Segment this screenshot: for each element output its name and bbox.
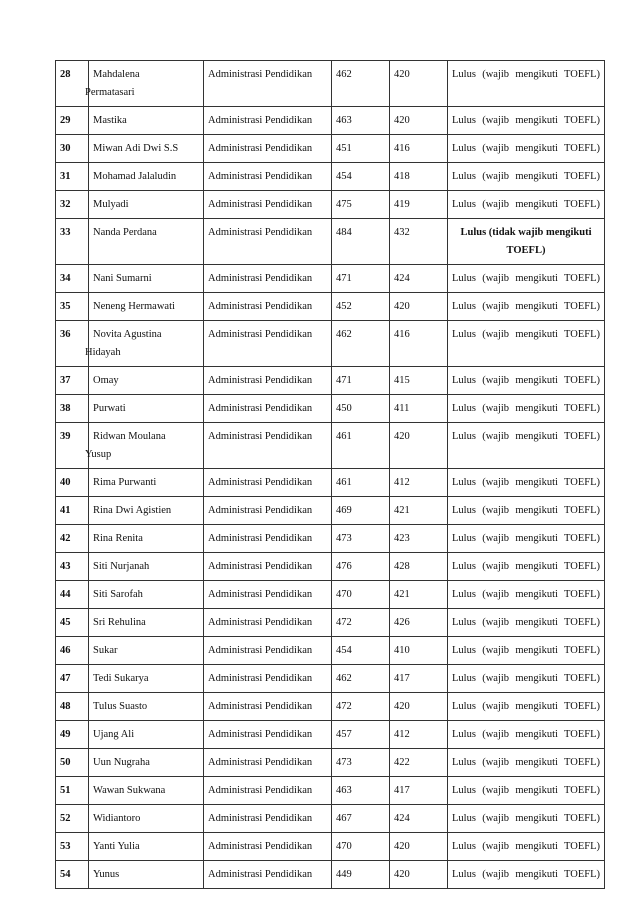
study-program: Administrasi Pendidikan [204, 469, 332, 497]
study-program: Administrasi Pendidikan [204, 861, 332, 889]
table-row [56, 135, 605, 163]
score-1: 472 [332, 693, 390, 721]
status-line1: Lulus (wajib mengikuti TOEFL) [452, 869, 600, 880]
study-program: Administrasi Pendidikan [204, 423, 332, 469]
status-line1: Lulus (wajib mengikuti TOEFL) [452, 273, 600, 284]
study-program: Administrasi Pendidikan [204, 749, 332, 777]
status [448, 219, 605, 265]
student-name-line1: Novita Agustina [93, 329, 162, 340]
study-program: Administrasi Pendidikan [204, 107, 332, 135]
study-program: Administrasi Pendidikan [204, 293, 332, 321]
score-2: 426 [390, 609, 448, 637]
row-number: 42 [56, 525, 89, 553]
score-1: 473 [332, 749, 390, 777]
table-row [56, 293, 605, 321]
score-1: 462 [332, 61, 390, 107]
status-line1: Lulus (wajib mengikuti TOEFL) [452, 589, 600, 600]
row-number: 44 [56, 581, 89, 609]
table-row [56, 367, 605, 395]
status [448, 395, 605, 423]
study-program: Administrasi Pendidikan [204, 721, 332, 749]
status-line2: TOEFL) [506, 245, 546, 256]
row-number: 54 [56, 861, 89, 889]
student-name [89, 367, 204, 395]
status [448, 693, 605, 721]
status [448, 805, 605, 833]
status-line1: Lulus (wajib mengikuti TOEFL) [452, 757, 600, 768]
student-name [89, 553, 204, 581]
table-row [56, 693, 605, 721]
status [448, 833, 605, 861]
score-1: 463 [332, 777, 390, 805]
score-2: 428 [390, 553, 448, 581]
student-name-line1: Omay [93, 375, 119, 386]
student-name-line1: Tulus Suasto [93, 701, 148, 712]
score-1: 463 [332, 107, 390, 135]
study-program: Administrasi Pendidikan [204, 609, 332, 637]
student-name [89, 219, 204, 265]
student-name [89, 135, 204, 163]
status [448, 61, 605, 107]
table-row [56, 805, 605, 833]
status [448, 423, 605, 469]
student-name [89, 861, 204, 889]
score-2: 419 [390, 191, 448, 219]
status-line1: Lulus (wajib mengikuti TOEFL) [452, 301, 600, 312]
student-name-line1: Ridwan Moulana [93, 431, 166, 442]
row-number: 47 [56, 665, 89, 693]
score-1: 462 [332, 665, 390, 693]
score-2: 416 [390, 321, 448, 367]
student-name-line1: Nani Sumarni [93, 273, 152, 284]
student-name-line1: Yanti Yulia [93, 841, 140, 852]
student-name-line1: Mastika [93, 115, 127, 126]
student-name [89, 525, 204, 553]
score-1: 476 [332, 553, 390, 581]
score-2: 420 [390, 107, 448, 135]
student-name-line1: Purwati [93, 403, 126, 414]
study-program: Administrasi Pendidikan [204, 497, 332, 525]
row-number: 46 [56, 637, 89, 665]
score-2: 416 [390, 135, 448, 163]
results-table-body [56, 61, 605, 889]
status-line1: Lulus (wajib mengikuti TOEFL) [452, 431, 600, 442]
results-table [55, 60, 605, 889]
score-1: 470 [332, 833, 390, 861]
table-row [56, 395, 605, 423]
study-program: Administrasi Pendidikan [204, 637, 332, 665]
score-2: 424 [390, 265, 448, 293]
student-name [89, 609, 204, 637]
row-number: 31 [56, 163, 89, 191]
study-program: Administrasi Pendidikan [204, 219, 332, 265]
score-2: 423 [390, 525, 448, 553]
row-number: 32 [56, 191, 89, 219]
table-row [56, 107, 605, 135]
score-2: 420 [390, 861, 448, 889]
student-name-line1: Mahdalena [93, 69, 140, 80]
study-program: Administrasi Pendidikan [204, 191, 332, 219]
student-name [89, 395, 204, 423]
status [448, 163, 605, 191]
row-number: 33 [56, 219, 89, 265]
table-row [56, 469, 605, 497]
student-name [89, 497, 204, 525]
row-number: 36 [56, 321, 89, 367]
student-name-line1: Miwan Adi Dwi S.S [93, 143, 179, 154]
score-2: 420 [390, 423, 448, 469]
table-row [56, 581, 605, 609]
status-line1: Lulus (wajib mengikuti TOEFL) [452, 813, 600, 824]
row-number: 40 [56, 469, 89, 497]
status-line1: Lulus (wajib mengikuti TOEFL) [452, 533, 600, 544]
score-2: 417 [390, 777, 448, 805]
score-1: 471 [332, 265, 390, 293]
score-1: 467 [332, 805, 390, 833]
study-program: Administrasi Pendidikan [204, 61, 332, 107]
row-number: 41 [56, 497, 89, 525]
table-row [56, 191, 605, 219]
score-2: 411 [390, 395, 448, 423]
table-row [56, 265, 605, 293]
table-row [56, 609, 605, 637]
table-row [56, 525, 605, 553]
table-row [56, 321, 605, 367]
score-1: 471 [332, 367, 390, 395]
score-2: 420 [390, 833, 448, 861]
student-name-line1: Rima Purwanti [93, 477, 157, 488]
table-row [56, 721, 605, 749]
table-row [56, 777, 605, 805]
student-name [89, 721, 204, 749]
student-name [89, 833, 204, 861]
student-name [89, 777, 204, 805]
score-1: 470 [332, 581, 390, 609]
score-1: 454 [332, 637, 390, 665]
status [448, 749, 605, 777]
study-program: Administrasi Pendidikan [204, 163, 332, 191]
student-name [85, 321, 204, 367]
student-name-line1: Tedi Sukarya [93, 673, 149, 684]
table-row [56, 497, 605, 525]
score-1: 451 [332, 135, 390, 163]
score-1: 461 [332, 469, 390, 497]
score-2: 418 [390, 163, 448, 191]
row-number: 35 [56, 293, 89, 321]
row-number: 48 [56, 693, 89, 721]
student-name-line1: Ujang Ali [93, 729, 135, 740]
status-line1: Lulus (wajib mengikuti TOEFL) [452, 673, 600, 684]
row-number: 39 [56, 423, 89, 469]
status [448, 107, 605, 135]
table-row [56, 423, 605, 469]
status-line1: Lulus (wajib mengikuti TOEFL) [452, 617, 600, 628]
row-number: 43 [56, 553, 89, 581]
student-name-line1: Rina Dwi Agistien [93, 505, 172, 516]
row-number: 45 [56, 609, 89, 637]
status-line1: Lulus (wajib mengikuti TOEFL) [452, 199, 600, 210]
status-line1: Lulus (wajib mengikuti TOEFL) [452, 477, 600, 488]
score-1: 461 [332, 423, 390, 469]
study-program: Administrasi Pendidikan [204, 265, 332, 293]
score-1: 450 [332, 395, 390, 423]
status [448, 321, 605, 367]
status-line1: Lulus (wajib mengikuti TOEFL) [452, 403, 600, 414]
score-1: 473 [332, 525, 390, 553]
status [448, 293, 605, 321]
student-name [89, 293, 204, 321]
student-name [89, 805, 204, 833]
status [448, 665, 605, 693]
status [448, 553, 605, 581]
status-line1: Lulus (wajib mengikuti TOEFL) [452, 729, 600, 740]
student-name [89, 581, 204, 609]
score-2: 424 [390, 805, 448, 833]
status [448, 469, 605, 497]
score-2: 421 [390, 497, 448, 525]
status-line1: Lulus (wajib mengikuti TOEFL) [452, 375, 600, 386]
student-name [89, 693, 204, 721]
row-number: 50 [56, 749, 89, 777]
status-line1: Lulus (wajib mengikuti TOEFL) [452, 505, 600, 516]
student-name-line1: Mulyadi [93, 199, 129, 210]
study-program: Administrasi Pendidikan [204, 525, 332, 553]
score-1: 452 [332, 293, 390, 321]
table-row [56, 861, 605, 889]
status-line1: Lulus (wajib mengikuti TOEFL) [452, 785, 600, 796]
score-2: 412 [390, 721, 448, 749]
score-2: 415 [390, 367, 448, 395]
row-number: 28 [56, 61, 89, 107]
student-name [89, 265, 204, 293]
row-number: 29 [56, 107, 89, 135]
student-name-line1: Neneng Hermawati [93, 301, 175, 312]
status [448, 525, 605, 553]
status [448, 609, 605, 637]
table-row [56, 553, 605, 581]
student-name-line1: Rina Renita [93, 533, 143, 544]
score-1: 454 [332, 163, 390, 191]
student-name-line1: Siti Sarofah [93, 589, 143, 600]
status-line1: Lulus (wajib mengikuti TOEFL) [452, 329, 600, 340]
status-line1: Lulus (wajib mengikuti TOEFL) [452, 143, 600, 154]
score-2: 420 [390, 61, 448, 107]
score-2: 420 [390, 293, 448, 321]
table-row [56, 61, 605, 107]
study-program: Administrasi Pendidikan [204, 367, 332, 395]
score-1: 472 [332, 609, 390, 637]
study-program: Administrasi Pendidikan [204, 321, 332, 367]
status [448, 861, 605, 889]
study-program: Administrasi Pendidikan [204, 805, 332, 833]
status [448, 497, 605, 525]
study-program: Administrasi Pendidikan [204, 833, 332, 861]
score-1: 462 [332, 321, 390, 367]
study-program: Administrasi Pendidikan [204, 581, 332, 609]
row-number: 51 [56, 777, 89, 805]
table-row [56, 163, 605, 191]
score-2: 412 [390, 469, 448, 497]
student-name [89, 191, 204, 219]
row-number: 38 [56, 395, 89, 423]
student-name [89, 665, 204, 693]
status-line1: Lulus (wajib mengikuti TOEFL) [452, 561, 600, 572]
status [448, 777, 605, 805]
table-row [56, 749, 605, 777]
score-1: 469 [332, 497, 390, 525]
student-name [85, 423, 204, 469]
status [448, 637, 605, 665]
student-name-line1: Widiantoro [93, 813, 141, 824]
score-1: 475 [332, 191, 390, 219]
study-program: Administrasi Pendidikan [204, 395, 332, 423]
study-program: Administrasi Pendidikan [204, 777, 332, 805]
score-1: 484 [332, 219, 390, 265]
row-number: 53 [56, 833, 89, 861]
study-program: Administrasi Pendidikan [204, 553, 332, 581]
student-name-line1: Siti Nurjanah [93, 561, 150, 572]
status [448, 135, 605, 163]
score-2: 410 [390, 637, 448, 665]
status [448, 367, 605, 395]
table-row [56, 637, 605, 665]
table-row [56, 665, 605, 693]
score-1: 449 [332, 861, 390, 889]
student-name-line1: Sri Rehulina [93, 617, 146, 628]
student-name-line2: Hidayah [85, 347, 121, 358]
status-line1: Lulus (wajib mengikuti TOEFL) [452, 115, 600, 126]
student-name [89, 749, 204, 777]
study-program: Administrasi Pendidikan [204, 135, 332, 163]
status-line1: Lulus (tidak wajib mengikuti [460, 227, 592, 238]
status-line1: Lulus (wajib mengikuti TOEFL) [452, 171, 600, 182]
status-line1: Lulus (wajib mengikuti TOEFL) [452, 841, 600, 852]
status [448, 191, 605, 219]
student-name-line1: Yunus [93, 869, 120, 880]
student-name [85, 61, 204, 107]
status-line1: Lulus (wajib mengikuti TOEFL) [452, 701, 600, 712]
student-name-line2: Yusup [85, 449, 112, 460]
student-name [89, 637, 204, 665]
row-number: 30 [56, 135, 89, 163]
score-1: 457 [332, 721, 390, 749]
row-number: 34 [56, 265, 89, 293]
study-program: Administrasi Pendidikan [204, 693, 332, 721]
table-row [56, 219, 605, 265]
score-2: 421 [390, 581, 448, 609]
status [448, 581, 605, 609]
student-name-line1: Wawan Sukwana [93, 785, 166, 796]
student-name [89, 469, 204, 497]
student-name-line1: Sukar [93, 645, 118, 656]
student-name-line1: Nanda Perdana [93, 227, 157, 238]
status-line1: Lulus (wajib mengikuti TOEFL) [452, 69, 600, 80]
score-2: 422 [390, 749, 448, 777]
study-program: Administrasi Pendidikan [204, 665, 332, 693]
status-line1: Lulus (wajib mengikuti TOEFL) [452, 645, 600, 656]
status [448, 721, 605, 749]
table-row [56, 833, 605, 861]
student-name-line1: Uun Nugraha [93, 757, 150, 768]
student-name-line1: Mohamad Jalaludin [93, 171, 177, 182]
row-number: 37 [56, 367, 89, 395]
student-name [89, 163, 204, 191]
row-number: 52 [56, 805, 89, 833]
row-number: 49 [56, 721, 89, 749]
student-name-line2: Permatasari [85, 87, 135, 98]
score-2: 432 [390, 219, 448, 265]
status [448, 265, 605, 293]
score-2: 420 [390, 693, 448, 721]
student-name [89, 107, 204, 135]
score-2: 417 [390, 665, 448, 693]
